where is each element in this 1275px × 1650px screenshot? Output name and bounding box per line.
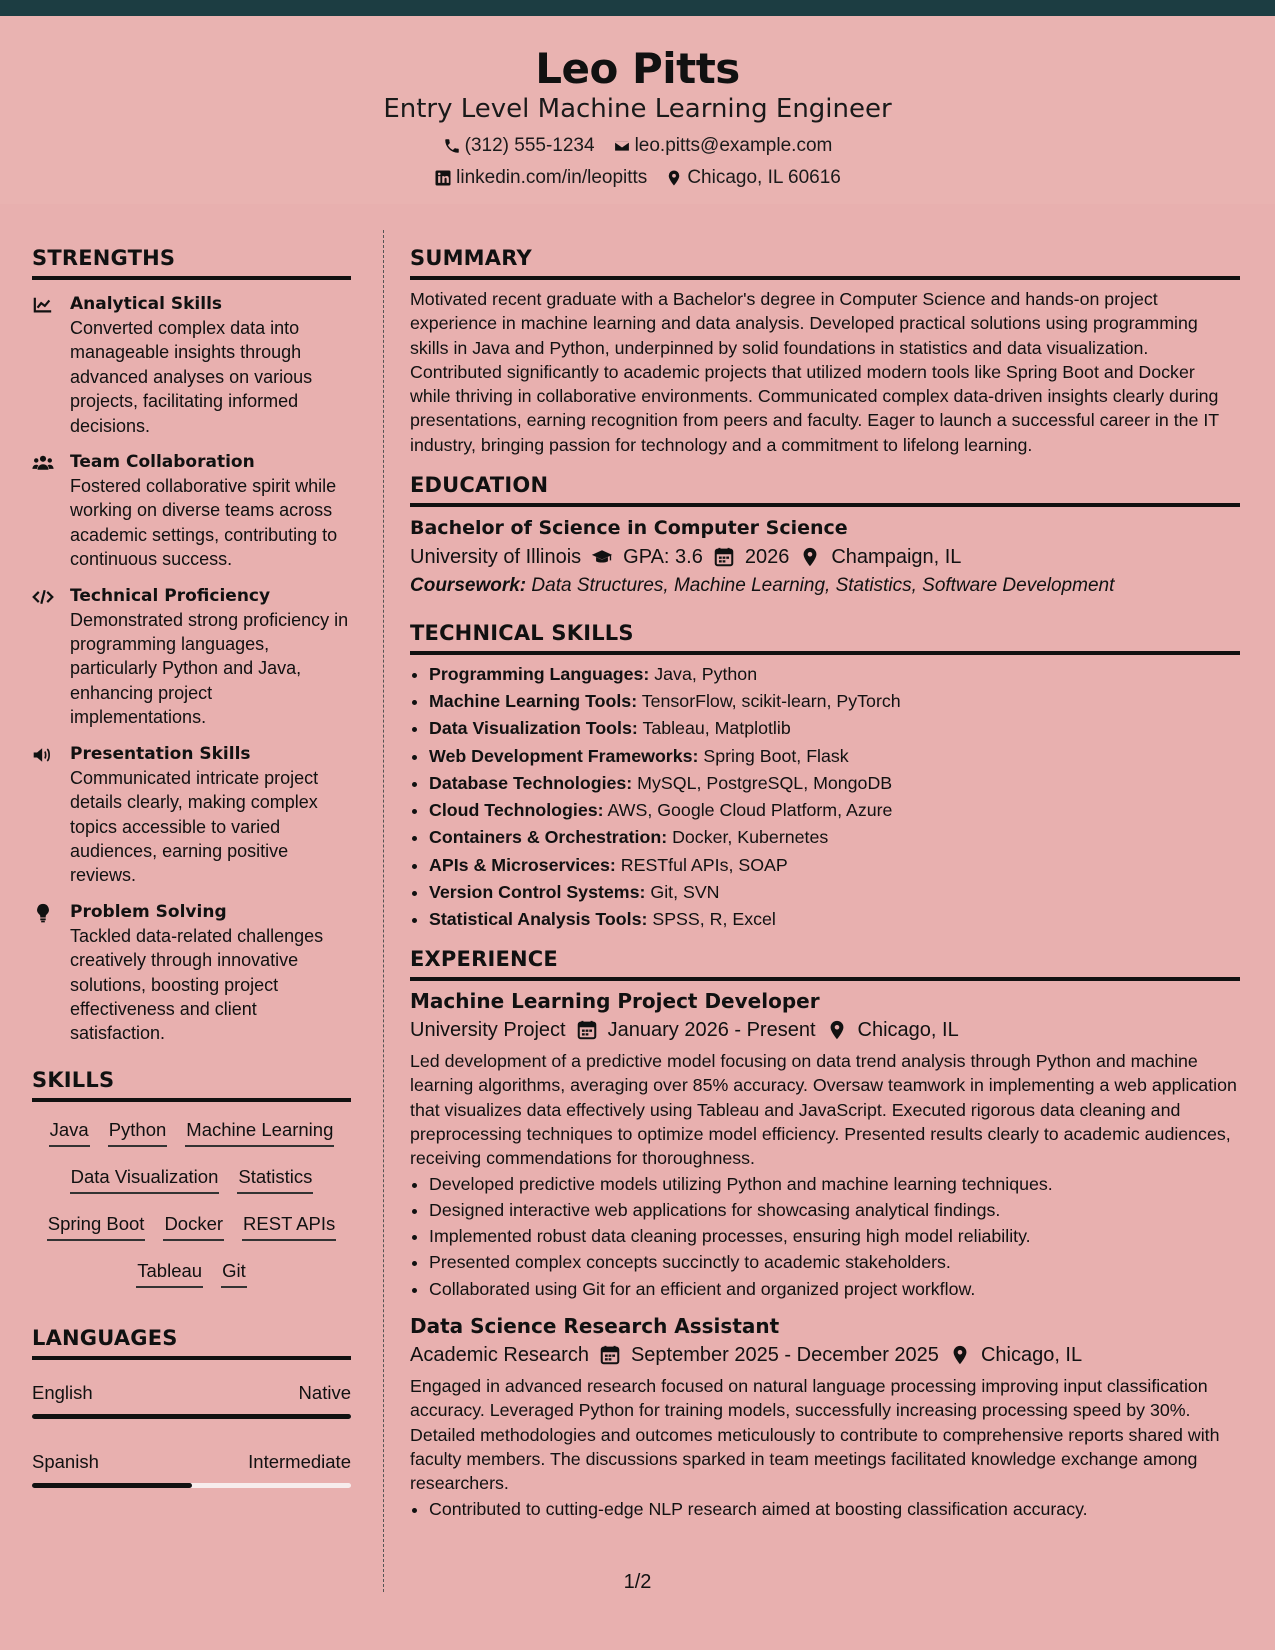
strength-description: Demonstrated strong proficiency in programming languages, particularly Python and Java, enhancing project implementations.	[70, 609, 349, 728]
map-pin-icon	[799, 546, 821, 568]
coursework-label: Coursework:	[410, 575, 527, 597]
job-description: Led development of a predictive model focusing on data trend analysis through Python and machine learning algorithms, averaging over 85% accuracy. Oversaw teamwork in implementing a web application that visualizes data effectively using Tableau and JavaScript. Executed rigorous data cleaning and preprocessing techniques to optimize model efficiency. Presented results clearly to academic audiences, receiving commendations for thoroughness.	[410, 1051, 1237, 1169]
resume-header	[0, 16, 1275, 204]
strength-item	[32, 584, 351, 730]
skill-tag: Python	[108, 1118, 168, 1147]
tech-skill-label: Statistical Analysis Tools:	[429, 908, 648, 929]
tech-skill-value: Tableau, Matplotlib	[642, 718, 791, 739]
chart-line-icon	[32, 295, 54, 315]
school-location: Champaign, IL	[831, 546, 962, 569]
job-dates: January 2026 - Present	[607, 1019, 816, 1042]
lightbulb-icon	[32, 903, 54, 923]
job-organization: University Project	[410, 1019, 566, 1042]
skill-tag: Tableau	[136, 1259, 203, 1288]
skill-tag: Java	[49, 1118, 90, 1147]
degree-title: Bachelor of Science in Computer Science	[410, 517, 848, 540]
tech-skill-value: AWS, Google Cloud Platform, Azure	[607, 800, 893, 821]
contact-row-2	[0, 167, 1275, 189]
list-item	[429, 715, 1240, 742]
envelope-icon	[613, 137, 631, 155]
list-item	[429, 770, 1240, 797]
gpa-text: GPA: 3.6	[623, 546, 703, 569]
tech-skill-value: RESTful APIs, SOAP	[620, 854, 788, 875]
strength-description: Tackled data-related challenges creatively through innovative solutions, boosting project effectiveness and client satisfaction.	[70, 925, 324, 1044]
strength-description: Fostered collaborative spirit while working on diverse teams across academic settings, contributing to continuous success.	[70, 476, 338, 570]
skill-row	[32, 1165, 351, 1194]
language-bar-fill	[32, 1483, 192, 1488]
language-item	[32, 1382, 351, 1419]
coursework	[410, 571, 1240, 601]
skill-row	[32, 1259, 351, 1288]
language-item	[32, 1451, 351, 1488]
tech-skill-label: Database Technologies:	[429, 772, 633, 793]
contact-phone[interactable]	[443, 135, 595, 157]
list-item	[429, 879, 1240, 906]
languages-heading: LANGUAGES	[32, 1326, 351, 1360]
job-meta	[410, 1016, 1240, 1044]
summary-heading: SUMMARY	[410, 246, 1240, 280]
contact-location	[665, 167, 841, 189]
job-bullets	[410, 1496, 1240, 1522]
tech-skill-value: Java, Python	[654, 664, 758, 685]
language-level: Intermediate	[248, 1450, 351, 1472]
education-heading: EDUCATION	[410, 473, 1240, 507]
phone-text: (312) 555-1234	[464, 135, 595, 156]
contact-linkedin[interactable]	[434, 167, 647, 189]
right-column	[410, 230, 1240, 1522]
tech-skill-label: Programming Languages:	[429, 664, 650, 685]
strength-item	[32, 292, 351, 438]
tech-skill-label: Data Visualization Tools:	[429, 718, 638, 739]
email-text: leo.pitts@example.com	[634, 135, 833, 156]
job-bullets	[410, 1171, 1240, 1302]
list-item	[429, 743, 1240, 770]
tech-skill-label: APIs & Microservices:	[429, 854, 616, 875]
technical-skills-list	[410, 661, 1240, 933]
strength-item	[32, 742, 351, 888]
strength-description: Converted complex data into manageable insights through advanced analyses on various projects, facilitating informed decisions.	[70, 318, 313, 436]
school-name: University of Illinois	[410, 546, 582, 569]
map-pin-icon	[665, 169, 683, 187]
job-meta	[410, 1341, 1240, 1369]
strength-item	[32, 450, 351, 572]
location-text: Chicago, IL 60616	[687, 167, 841, 188]
experience-heading: EXPERIENCE	[410, 947, 1240, 981]
skill-tag: Git	[221, 1259, 247, 1288]
strength-title: Presentation Skills	[70, 743, 251, 764]
tech-skill-value: MySQL, PostgreSQL, MongoDB	[637, 772, 893, 793]
summary-text: Motivated recent graduate with a Bachelor's degree in Computer Science and hands-on project experience in machine learning and data analysis. Developed practical solutions using programming skills in Java and Python, underpinned by solid foundations in statistics and data visualization. Contributed significantly to academic projects that utilized modern tools like Spring Boot and Docker while thriving in collaborative environments. Communicated complex data-driven insights clearly during presentations, earning recognition from peers and faculty. Eager to launch a successful career in the IT industry, bringing passion for technology and a commitment to lifelong learning.	[410, 289, 1219, 455]
job-organization: Academic Research	[410, 1344, 589, 1367]
job-dates: September 2025 - December 2025	[630, 1344, 939, 1367]
list-item	[429, 852, 1240, 879]
users-icon	[32, 453, 54, 473]
tech-skill-value: SPSS, R, Excel	[652, 908, 776, 929]
job-location: Chicago, IL	[980, 1344, 1083, 1367]
list-item: • Contributed to cutting-edge NLP research aimed at boosting classification accuracy.	[429, 1496, 1240, 1522]
job-role-title: Machine Learning Project Developer	[410, 989, 820, 1014]
strength-title: Technical Proficiency	[70, 585, 271, 606]
list-item: • Developed predictive models utilizing Python and machine learning techniques.	[429, 1171, 1240, 1197]
strength-title: Problem Solving	[70, 901, 227, 922]
strength-description: Communicated intricate project details clearly, making complex topics accessible to varied audiences, earning positive reviews.	[70, 767, 319, 886]
page-indicator: 1/2	[623, 1571, 652, 1593]
language-name: English	[32, 1381, 93, 1403]
coursework-list: Data Structures, Machine Learning, Statistics, Software Development	[531, 575, 1115, 597]
list-item	[429, 688, 1240, 715]
skills-tag-cloud	[32, 1118, 351, 1288]
left-column	[32, 230, 351, 1488]
list-item	[429, 906, 1240, 933]
map-pin-icon	[949, 1344, 971, 1366]
tech-skill-label: Machine Learning Tools:	[429, 691, 638, 712]
strength-title: Team Collaboration	[70, 452, 255, 473]
list-item: • Presented complex concepts succinctly to academic stakeholders.	[429, 1249, 1240, 1275]
job-description: Engaged in advanced research focused on natural language processing improving input classification accuracy. Leveraged Python for training models, successfully increasing processing speed by 30%. Detailed methodologies and outcomes meticulously to contribute to comprehensive reports shared with faculty members. The discussions sparked in team meetings facilitated knowledge exchange among researchers.	[410, 1376, 1220, 1494]
job-location: Chicago, IL	[857, 1019, 959, 1042]
language-bar	[32, 1414, 351, 1419]
list-item	[429, 661, 1240, 688]
calendar-icon	[599, 1344, 621, 1366]
list-item: • Implemented robust data cleaning processes, ensuring high model reliability.	[429, 1223, 1240, 1249]
calendar-icon	[576, 1019, 598, 1041]
list-item: • Designed interactive web applications for showcasing analytical findings.	[429, 1197, 1240, 1223]
tech-skill-value: Docker, Kubernetes	[672, 827, 829, 848]
contact-email[interactable]	[613, 135, 833, 157]
graduation-cap-icon	[591, 546, 613, 568]
linkedin-icon	[434, 169, 452, 187]
contact-row-1	[0, 135, 1275, 157]
language-row	[32, 1382, 351, 1404]
speaker-icon	[32, 745, 54, 765]
strength-item	[32, 900, 351, 1046]
candidate-name: Leo Pitts	[535, 44, 740, 93]
skill-tag: Data Visualization	[70, 1165, 220, 1194]
skill-row	[32, 1212, 351, 1241]
technical-skills-heading: TECHNICAL SKILLS	[410, 621, 1240, 655]
skill-tag: Statistics	[237, 1165, 313, 1194]
language-level: Native	[298, 1381, 351, 1403]
skill-tag: Docker	[163, 1212, 224, 1241]
job-title: Entry Level Machine Learning Engineer	[383, 94, 892, 124]
top-bar	[0, 0, 1275, 16]
tech-skill-value: TensorFlow, scikit-learn, PyTorch	[641, 691, 901, 712]
language-row	[32, 1451, 351, 1473]
strengths-heading: STRENGTHS	[32, 246, 351, 280]
column-divider	[383, 230, 384, 1592]
skill-tag: REST APIs	[242, 1212, 336, 1241]
tech-skill-value: Git, SVN	[650, 881, 720, 902]
list-item	[429, 824, 1240, 851]
tech-skill-label: Version Control Systems:	[429, 881, 646, 902]
tech-skill-label: Cloud Technologies:	[429, 800, 604, 821]
tech-skill-value: Spring Boot, Flask	[703, 745, 849, 766]
language-bar-fill	[32, 1414, 351, 1419]
skill-tag: Machine Learning	[185, 1118, 334, 1147]
list-item: • Collaborated using Git for an efficient and organized project workflow.	[429, 1276, 1240, 1302]
graduation-year: 2026	[744, 546, 790, 569]
linkedin-text: linkedin.com/in/leopitts	[456, 167, 648, 188]
skills-heading: SKILLS	[32, 1068, 351, 1102]
code-icon	[32, 587, 54, 607]
education-meta	[410, 543, 1240, 571]
language-bar	[32, 1483, 351, 1488]
language-name: Spanish	[32, 1450, 99, 1472]
skill-row	[32, 1118, 351, 1147]
list-item	[429, 797, 1240, 824]
calendar-icon	[713, 546, 735, 568]
map-pin-icon	[826, 1019, 848, 1041]
tech-skill-label: Containers & Orchestration:	[429, 827, 668, 848]
phone-icon	[443, 137, 461, 155]
skill-tag: Spring Boot	[47, 1212, 146, 1241]
tech-skill-label: Web Development Frameworks:	[429, 745, 699, 766]
job-role-title: Data Science Research Assistant	[410, 1314, 780, 1339]
strength-title: Analytical Skills	[70, 294, 223, 314]
